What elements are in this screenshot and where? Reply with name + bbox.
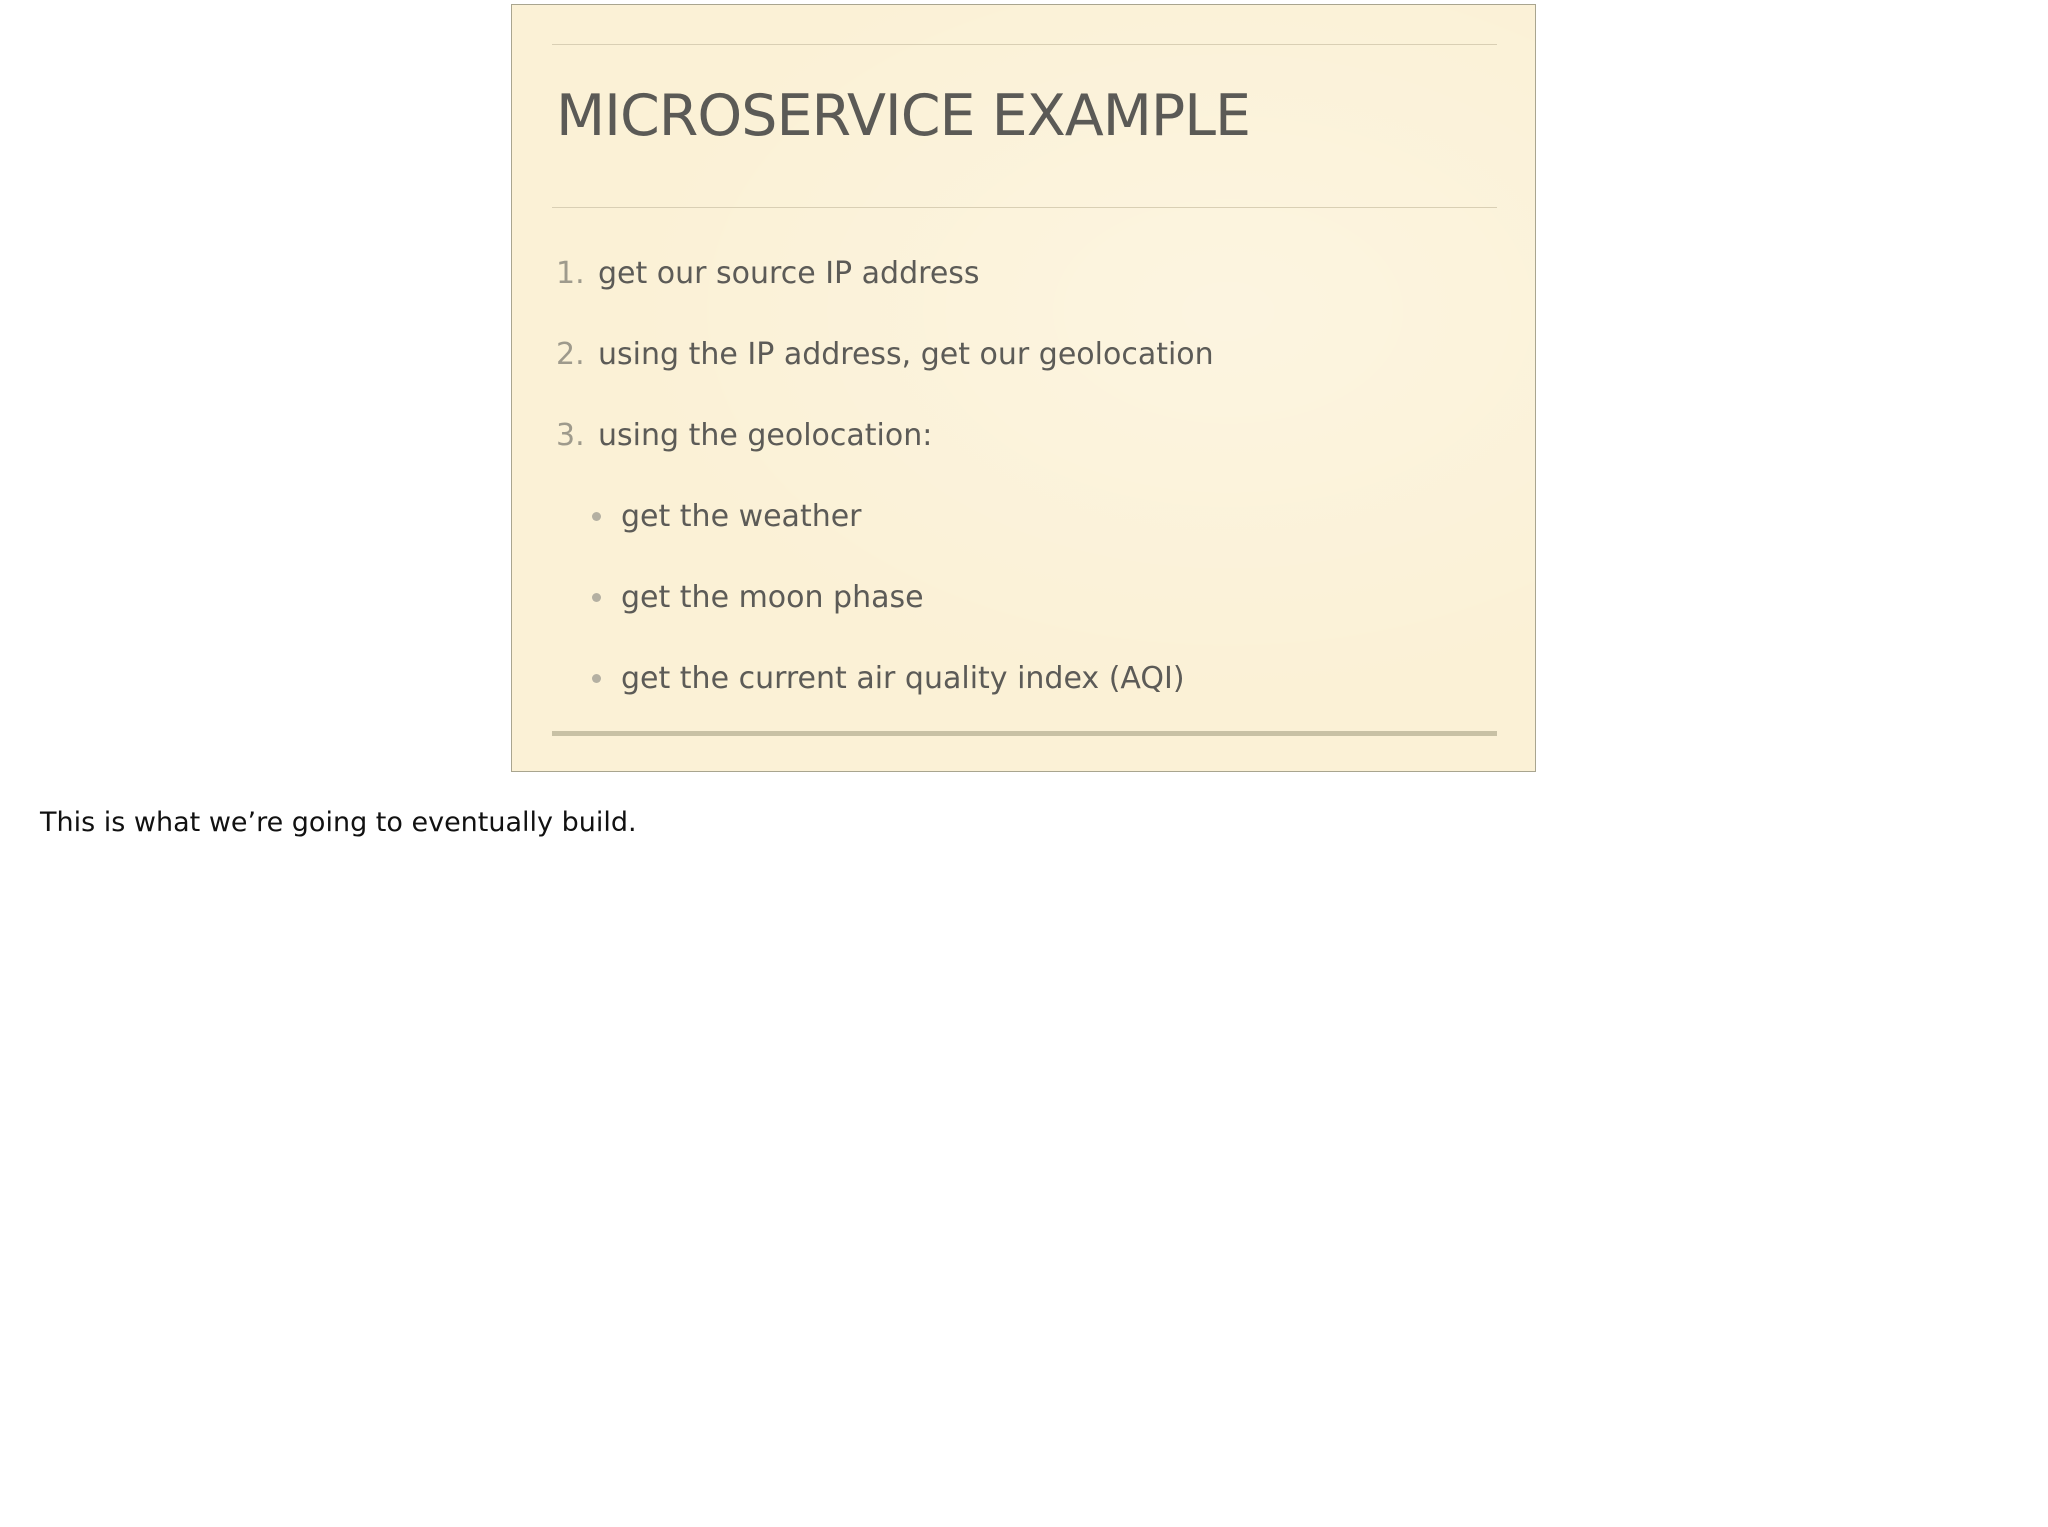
presenter-notes: This is what we’re going to eventually build.	[40, 807, 637, 838]
slide	[511, 4, 1536, 772]
list-item-number: 3.	[556, 418, 585, 453]
bottom-divider	[552, 731, 1497, 736]
slide-title: MICROSERVICE EXAMPLE	[556, 83, 1251, 149]
list-item: get our source IP address	[598, 256, 980, 291]
bullet-icon	[592, 674, 601, 683]
top-divider	[552, 44, 1497, 45]
title-divider	[552, 207, 1497, 208]
bullet-item: get the moon phase	[621, 580, 924, 615]
bullet-item: get the current air quality index (AQI)	[621, 661, 1185, 696]
bullet-icon	[592, 593, 601, 602]
bullet-icon	[592, 512, 601, 521]
bullet-item: get the weather	[621, 499, 862, 534]
list-item: using the IP address, get our geolocation	[598, 337, 1214, 372]
list-item: using the geolocation:	[598, 418, 933, 453]
list-item-number: 1.	[556, 256, 585, 291]
list-item-number: 2.	[556, 337, 585, 372]
